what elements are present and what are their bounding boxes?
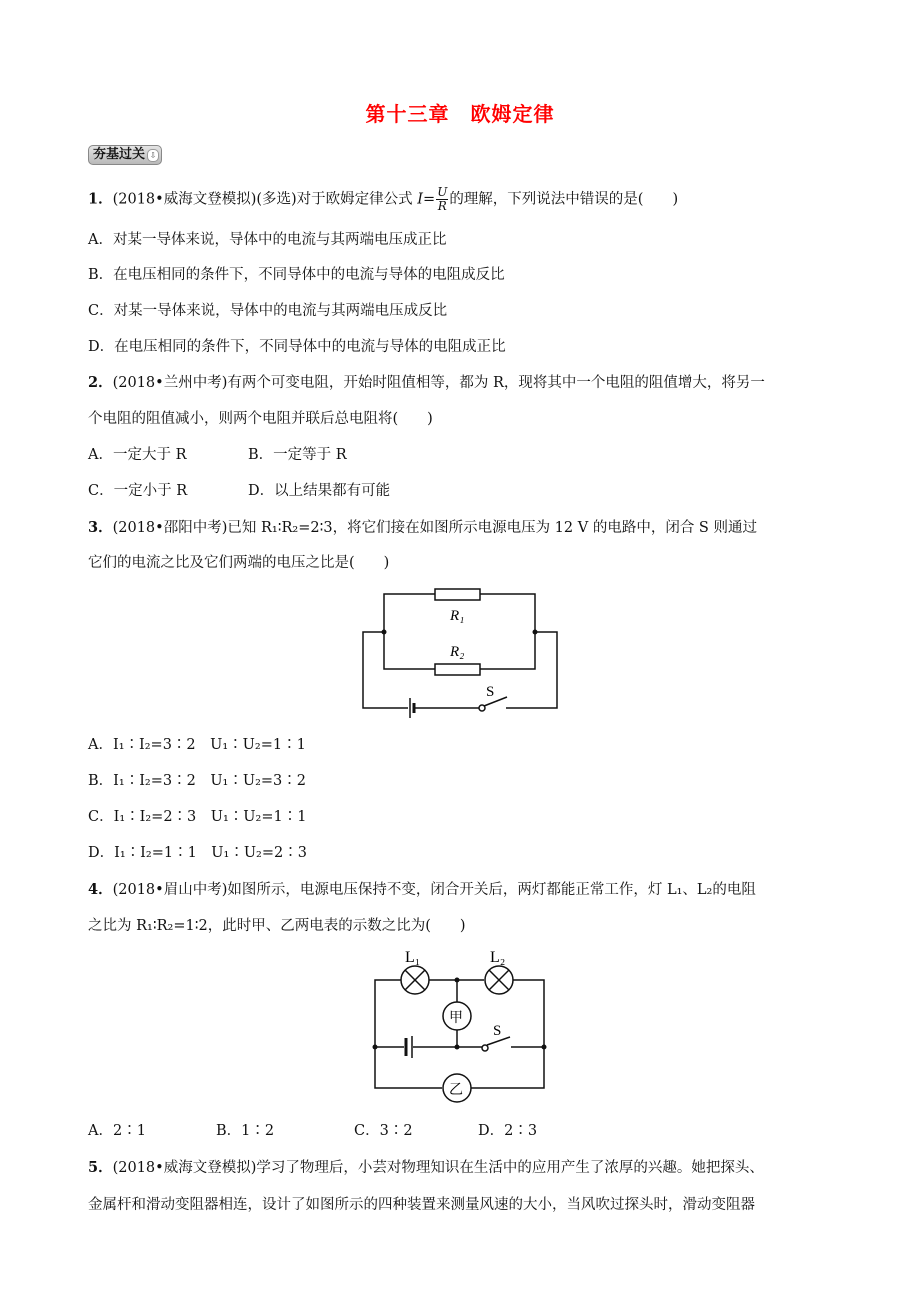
resistor-r2: [435, 664, 480, 675]
resistor-r1: [435, 589, 480, 600]
question-1: [88, 186, 678, 213]
chapter-title: 第十三章 欧姆定律: [365, 102, 555, 126]
q1-option-c: C．对某一导体来说，导体中的电流与其两端电压成反比: [88, 303, 448, 319]
section-badge-label: 夯基过关: [93, 147, 146, 162]
q4-option-c: C．3∶2: [354, 1123, 413, 1139]
question-text: 的理解，下列说法中错误的是( ): [449, 191, 679, 208]
question-number: 1．: [88, 190, 113, 208]
q4-option-d: D．2∶3: [478, 1123, 538, 1139]
q2-option-d: D．以上结果都有可能: [248, 483, 391, 499]
q1-option-b: B．在电压相同的条件下，不同导体中的电流与导体的电阻成反比: [88, 267, 505, 283]
question-number: 2．: [88, 374, 113, 391]
label-l2: L₂: [490, 949, 506, 966]
q3-option-d: D．I₁∶I₂=1∶1 U₁∶U₂=2∶3: [88, 845, 307, 861]
q2-option-a: A．一定大于 R: [88, 447, 187, 463]
formula-denominator: R: [437, 199, 447, 213]
q4-option-b: B．1∶2: [216, 1123, 275, 1139]
question-text: (2018•眉山中考)如图所示，电源电压保持不变，闭合开关后，两灯都能正常工作，灯 L₁、L₂的电阻: [112, 882, 756, 898]
q3-option-a: A．I₁∶I₂=3∶2 U₁∶U₂=1∶1: [88, 737, 306, 753]
question-3: [88, 518, 757, 538]
question-4-line2: 之比为 R₁∶R₂=1∶2，此时甲、乙两电表的示数之比为( ): [88, 918, 466, 934]
question-3-line2: 它们的电流之比及它们两端的电压之比是( ): [88, 555, 390, 571]
section-badge: [88, 145, 162, 165]
question-number: 5．: [88, 1159, 113, 1176]
q2-option-b: B．一定等于 R: [248, 447, 347, 463]
question-5-line2: 金属杆和滑动变阻器相连，设计了如图所示的四种装置来测量风速的大小，当风吹过探头时，滑动变阻器: [88, 1197, 755, 1213]
formula-numerator: U: [437, 185, 448, 199]
q3-option-c: C．I₁∶I₂=2∶3 U₁∶U₂=1∶1: [88, 809, 307, 825]
label-s: S: [486, 684, 495, 700]
q1-option-a: A．对某一导体来说，导体中的电流与其两端电压成正比: [88, 232, 447, 248]
question-5: [88, 1158, 764, 1178]
label-r2: R₂: [450, 644, 465, 660]
question-4: [88, 880, 756, 900]
label-jia: 甲: [449, 1011, 463, 1026]
q4-option-a: A．2∶1: [88, 1123, 146, 1139]
question-text: (2018•威海文登模拟)学习了物理后，小芸对物理知识在生活中的应用产生了浓厚的兴趣。她把探头、: [112, 1160, 764, 1176]
question-text: (2018•邵阳中考)已知 R₁∶R₂=2∶3，将它们接在如图所示电源电压为 12 V 的电路中，闭合 S 则通过: [112, 520, 757, 536]
circuit-diagram-1: [350, 580, 570, 720]
circuit-diagram-2: [360, 940, 560, 1110]
arrow-down-icon: ⇩: [147, 149, 159, 162]
q3-option-b: B．I₁∶I₂=3∶2 U₁∶U₂=3∶2: [88, 773, 307, 789]
formula-lhs: I=: [417, 191, 436, 208]
question-number: 3．: [88, 519, 113, 536]
label-yi: 乙: [449, 1083, 463, 1098]
question-2-line2: 个电阻的阻值减小，则两个电阻并联后总电阻将( ): [88, 411, 433, 427]
question-text: (2018•兰州中考)有两个可变电阻，开始时阻值相等，都为 R，现将其中一个电阻的阻值增大，将另一: [112, 375, 765, 391]
question-2: [88, 373, 765, 393]
label-s: S: [493, 1023, 502, 1039]
q1-option-d: D．在电压相同的条件下，不同导体中的电流与导体的电阻成正比: [88, 339, 506, 355]
label-r1: R₁: [450, 608, 465, 624]
question-text: (2018•威海文登模拟)(多选)对于欧姆定律公式: [112, 191, 418, 208]
question-number: 4．: [88, 881, 113, 898]
label-l1: L₁: [405, 949, 421, 966]
formula-fraction: [436, 186, 448, 213]
q2-option-c: C．一定小于 R: [88, 483, 188, 499]
